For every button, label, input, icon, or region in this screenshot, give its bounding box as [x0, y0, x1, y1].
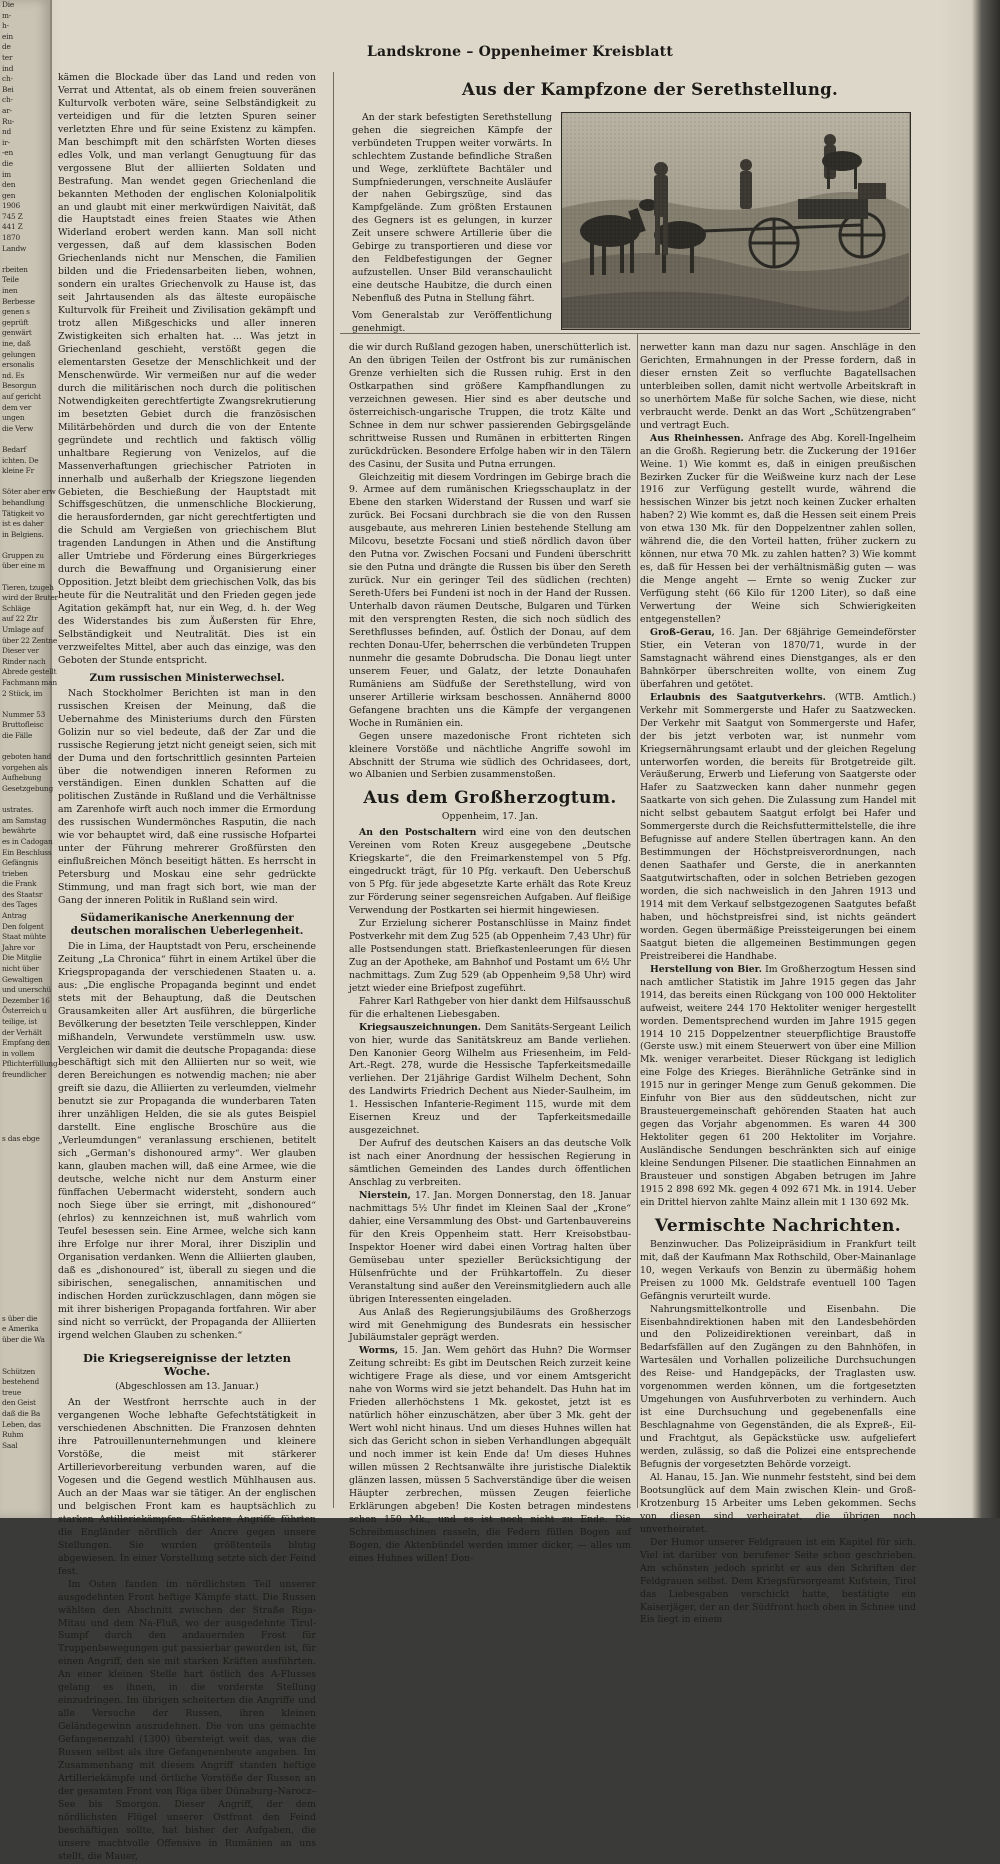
- headline-war-events: Die Kriegsereignisse der letzten Woche.: [83, 1351, 291, 1379]
- fold-strip-line: ein: [2, 31, 13, 41]
- fold-strip-line: Die Mitglie: [2, 953, 42, 963]
- fold-strip-line: de: [2, 42, 11, 52]
- fold-strip-line: [0, 1483, 50, 1494]
- fold-strip-line: ustrates.: [2, 805, 34, 815]
- fold-strip-line: ar-: [2, 105, 12, 115]
- fold-strip-line: Antrag: [2, 911, 27, 921]
- photo-illustration: [562, 113, 909, 328]
- fold-strip-line: Pflichterfüllung: [2, 1059, 58, 1069]
- article-column-left: [58, 72, 316, 1862]
- fold-strip-line: die: [2, 158, 13, 168]
- feature-caption: [352, 112, 552, 334]
- fold-strip-line: in vollem: [2, 1048, 35, 1058]
- fold-strip-line: Den folgent: [2, 921, 44, 931]
- fold-strip-line: Gewaltigen: [2, 974, 43, 984]
- fold-strip-line: Saal: [2, 1440, 18, 1450]
- fold-strip-line: [0, 477, 50, 488]
- fold-strip-line: [0, 434, 50, 445]
- worms-continued-text: nerwetter kann man dazu nur sagen. Anschläge in den Gerichten, Ermahnungen in der Presse fordern, daß in dieser ernsten Zeit so verfluchte Bagatellsachen unterbleiben sollen, damit nicht wertvolle Arbeitskraft in so unerhörtem Maße für solche Sachen, wie diese, nicht verbraucht werde. Denkt an das Wort „Schützengraben“ und vertragt Euch.: [640, 342, 916, 431]
- fold-strip-line: [0, 1261, 50, 1272]
- column-rule: [637, 334, 638, 1508]
- food-control-text: Nahrungsmittelkontrolle und Eisenbahn. Die Eisenbahndirektionen haben mit den Landesbehörden und den Polizeidirektionen vereinbart, daß in Bedarfsfällen auf den Zugängen zu den Bahnhöfen, in Wartesälen und Vorhallen polizeiliche Durchsuchungen des Reise- und Handgepäcks, der Traglasten usw. vorgenommen werden können, um die fortgesetzten Umgehungen von Ausfuhrverboten zu verhindern. Auch ist eine Durchsuchung und gegebenenfalls eine Beschlagnahme von Gegenständen, die als Expreß-, Eil- und Frachtgut, als Gepäckstücke usw. aufgeliefert werden, zulässig, so daß die Polizei eine entsprechende Befugnis der vorgesetzten Behörde vorzeigt.: [640, 1303, 916, 1471]
- fold-strip-line: im: [2, 169, 11, 179]
- column-rule: [333, 72, 334, 1508]
- hanau-boat-accident-text: Al. Hanau, 15. Jan. Wie nunmehr feststeht, sind bei dem Bootsunglück auf dem Main zwischen Klein- und Groß-Krotzenburg 15 Arbeiter ums Leben gekommen. Sechs von diesen sind verheiratet, die übrigen noch unverheiratet.: [640, 1471, 916, 1535]
- fold-strip-line: gen: [2, 190, 16, 200]
- fold-strip-line: Österreich u: [2, 1006, 47, 1016]
- fold-strip-line: [0, 1102, 50, 1113]
- fold-strip-line: auf gericht: [2, 391, 41, 401]
- fold-strip-line: [0, 1229, 50, 1240]
- fold-strip-line: ch-: [2, 74, 13, 84]
- fold-strip-line: h-: [2, 21, 9, 31]
- fold-strip-line: [0, 795, 50, 806]
- article-column-middle: [349, 342, 631, 1564]
- fold-strip-line: [0, 1451, 50, 1462]
- fold-strip-line: Ein Beschluss: [2, 847, 52, 857]
- gross-gerau-lead: Groß-Gerau,: [650, 626, 715, 638]
- headline-miscellaneous-news: Vermischte Nachrichten.: [654, 1215, 902, 1236]
- fold-strip-line: des Staatsr: [2, 889, 43, 899]
- fold-strip-line: [0, 1112, 50, 1123]
- fold-strip-line: [0, 1473, 50, 1484]
- fold-strip-line: Schützen: [2, 1366, 36, 1376]
- fold-strip-line: [0, 254, 50, 265]
- petrol-profiteering-text: Benzinwucher. Das Polizeipräsidium in Frankfurt teilt mit, daß der Kaufmann Max Rothschild, Ober-Mainanlage 10, wegen Verkaufs von Benzin zu übermäßig hohem Preisen zu 1000 Mk. Geldstrafe eventuell 100 Tagen Gefängnis verurteilt wurde.: [640, 1238, 916, 1302]
- fold-strip-line: Gefängnis: [2, 858, 39, 868]
- article-column-right: [640, 342, 916, 1626]
- worms-text: 15. Jan. Wem gehört das Huhn? Die Wormser Zeitung schreibt: Es gibt im Deutschen Reich zurzeit keine wichtigere Frage als diese, und vor einem Amtsgericht nahe von Worms wird sie jetzt behandelt. Das Huhn hat im Frieden allerhöchstens 1 Mk. gekostet, jetzt ist es natürlich höher einzuschätzen, aber über 3 Mk. geht der Wert wohl nicht hinaus. Und um dieses Huhnes willen hat sich das Gericht schon in sieben Verhandlungen abgequält und noch immer ist kein Ende da! Um dieses Huhnes willen müssen 2 Rechtsanwälte ihre juristische Dialektik glänzen lassen, müssen 5 Sachverständige über die weisen Häupter zerbrechen, müssen Zeugen feierliche Erklärungen abgeben! Die Kosten betragen mindestens schon 150 Mk., und es ist noch nicht zu Ende. Die Schreibmaschinen rasseln, die Federn füllen Bogen auf Bogen, die Aktenbündel werden immer dicker, — alles um eines Huhnes willen! Don-: [349, 1345, 631, 1564]
- fold-strip-line: [0, 699, 50, 710]
- howitzer-photograph: [561, 112, 911, 330]
- fold-strip-line: [0, 1187, 50, 1198]
- war-events-continued-text: die wir durch Rußland gezogen haben, unerschütterlich ist. An den übrigen Teilen der Ostfront bis zur rumänischen Grenze verhielten sich die Russen ruhig. Erst in den Ostkarpathen sind größere Kampfhandlungen zu verzeichnen gewesen. Hier sind es aber deutsche und österreichisch-ungarische Truppen, die trotz Kälte und Schnee in dem nur schwer passierenden Gebirgsgelände schrittweise Russen und Rumänen in erbitterten Ringen zurückdrücken. Besondere Erfolge haben wir in den Tälern des Casinu, der Susita und Putna errungen.: [349, 342, 631, 470]
- fold-strip-line: über die Wa: [2, 1334, 45, 1344]
- fold-strip-line: inen: [2, 286, 18, 296]
- fold-strip-line: bestehend: [2, 1377, 40, 1387]
- fold-strip-line: 1870: [2, 233, 21, 243]
- rheinhessen-text: Anfrage des Abg. Korell-Ingelheim an die Großh. Regierung betr. die Zuckerung der 1916er Weine. 1) Wie kommt es, daß in einigen preußischen Bezirken Zucker für die Weißweine kurz nach der Lese 1916 zur Verfügung gestellt wurde, während die hessischen Winzer bis jetzt noch keinen Zucker erhalten haben? 2) Wie kommt es, daß die Hessen seit einem Preis von etwa 130 Mk. für den Doppelzentner zahlen sollen, während die, die den Vorteil hatten, früher zuckern zu können, nur etwa 70 Mk. zu zahlen hatten? 3) Wie kommt es, daß für Hessen bei der verhältnismäßig guten — was die Menge angeht — Ernte so wenig Zucker zur Verfügung steht (66 Kilo für 1200 Liter), so daß eine Verwertung der Weine sich Schwierigkeiten entgegenstellen?: [640, 432, 916, 626]
- fold-strip-line: Jahre vor: [2, 942, 35, 952]
- russian-ministry-text: Nach Stockholmer Berichten ist man in den russischen Kreisen der Meinung, daß die Uebernahme des Ministeriums durch den Fürsten Golizin nur so viel bedeute, daß der Zar und die russische Regierung jetzt nicht geneigt seien, sich mit der Duma und den fortschrittlich gesinnten Parteien über die notwendigen inneren Reformen zu verständigen. Einen dunklen Schatten auf die politischen Zustände in Rußland und die Verhältnisse am Zarenhofe wirft auch noch immer die Ermordung des russischen Wundermönches Rasputin, die nach wie vor behauptet wird, daß eine russische Hofpartei unter der Führung mehrerer Großfürsten den einflußreichen Mönch beseitigt hätten. Es herrscht in Petersburg und Moskau eine sehr gedrückte Stimmung, und man fragt sich bort, wie man der Gang der inneren Politik in Rußland sein wird.: [58, 687, 316, 907]
- fold-strip-line: über eine m: [2, 561, 45, 571]
- fold-strip-line: wird der Bruter: [2, 593, 58, 603]
- fold-strip-line: den: [2, 180, 16, 190]
- fold-strip-line: die Verw: [2, 423, 34, 433]
- fold-strip-line: [0, 1123, 50, 1134]
- nierstein-lead: Nierstein,: [359, 1190, 411, 1201]
- fold-strip-line: die Frank: [2, 879, 37, 889]
- romania-front-text: Gleichzeitig mit diesem Vordringen im Gebirge brach die 9. Armee auf dem rumänischen Kriegsschauplatz in der Ebene den starken Widerstand der Russen und warf sie zurück. Bei Focsani durchbrach sie die von den Russen ausgebaute, aus mehreren Linien bestehende Stellung am Milcovu, besetzte Focsani und stieß nördlich davon über den Putna vor. Zwischen Focsani und Fundeni überschritt sie den Putna und drängte die Russen bis über den Sereth zurück. Nur ein geringer Teil des südlichen (rechten) Sereth-Ufers bei Fundeni ist noch in der Hand der Russen. Unterhalb davon räumen Deutsche, Bulgaren und Türken mit den versprengten Resten, die sich noch südlich des Serethflusses befinden, auf. Östlich der Donau, auf dem rechten Donau-Ufer, beherrschen die verbündeten Truppen nunmehr die gesamte Dobrudscha. Die Donau liegt unter unserem Feuer, und Galatz, der letzte Donauhafen Rumäniens am Südfuße der Serethstellung, wird von unserer Artillerie wirksam beschossen. Annähernd 8000 Gefangene brachten uns die Kämpfe der vergangenen Woche in Rumänien ein.: [349, 471, 631, 729]
- fold-strip-line: Abrede gestellt: [2, 667, 57, 677]
- feature-credit: Vom Generalstab zur Veröffentlichung genehmigt.: [352, 309, 552, 334]
- fold-strip-line: genwärt: [2, 328, 32, 338]
- seed-trade-lead: Erlaubnis des Saatgutverkehrs.: [650, 691, 826, 703]
- fold-strip-line: [0, 1165, 50, 1176]
- fold-strip-line: ir-: [2, 137, 10, 147]
- fold-strip-line: [0, 1218, 50, 1229]
- nierstein-text: 17. Jan. Morgen Donnerstag, den 18. Januar nachmittags 5½ Uhr findet im Kleinen Saal der „Krone“ dahier, eine Versammlung des Obst- und Gartenbauvereins für den Kreis Oppenheim statt. Herr Kreisobstbau-Inspektor Hoener wird dabei einen Vortrag halten über Gemüsebau unter spezieller Berücksichtigung der Hülsenfrüchte und der Frühkartoffeln. Zu dieser Veranstaltung sind außer den Vereinsmitgliedern auch alle übrigen Interessenten eingeladen.: [349, 1190, 631, 1305]
- fold-strip-line: des Tages: [2, 900, 38, 910]
- fold-strip-line: [0, 1208, 50, 1219]
- fold-strip-line: und unerschü: [2, 985, 52, 995]
- fold-strip-line: geboten hand: [2, 752, 51, 762]
- fold-strip-line: Ru-: [2, 116, 15, 126]
- fold-strip-line: Besorgun: [2, 381, 37, 391]
- fold-strip-line: bewährte: [2, 826, 36, 836]
- fold-strip-line: in Belgiens.: [2, 529, 44, 539]
- fold-strip-line: gelungen: [2, 349, 36, 359]
- fold-strip-line: ichten. De: [2, 455, 39, 465]
- fold-strip-line: [0, 1462, 50, 1473]
- headline-grand-duchy: Aus dem Großherzogtum.: [363, 788, 617, 809]
- driver-thanks-text: Fahrer Karl Rathgeber von hier dankt dem Hilfsausschuß für die erhaltenen Liebesgaben.: [349, 995, 631, 1020]
- fold-strip-line: [0, 1292, 50, 1303]
- fold-strip-line: Tätigkeit vo: [2, 508, 44, 518]
- fold-strip-line: [0, 1081, 50, 1092]
- fold-strip-line: Leben, das: [2, 1419, 41, 1429]
- fold-strip-line: Schläge: [2, 603, 31, 613]
- gross-gerau-text: 16. Jan. Der 68jährige Gemeindeförster Stier, ein Veteran von 1870/71, wurde in der Samstagnacht während eines Dienstganges, als er den Bahnkörper überschreiten wollte, von einem Zug überfahren und getötet.: [640, 626, 916, 690]
- fold-strip-line: Bedarf: [2, 444, 27, 454]
- fold-strip-line: Aufhebung: [2, 773, 42, 783]
- fold-strip-line: ine, daß: [2, 339, 31, 348]
- fold-strip-line: Nummer 53: [2, 709, 46, 719]
- fold-strip-line: ind: [2, 63, 14, 73]
- postal-counter-text: wird eine von den deutschen Vereinen vom Roten Kreuz ausgegebene „Deutsche Kriegskarte“, die den Freimarkenstempel von 5 Pfg. eingedruckt trägt, für 10 Pfg. verkauft. Den Ueberschuß von 5 Pfg. für jede abgesetzte Karte erhält das Rote Kreuz zur Förderung seiner segensreichen Aufgaben. Auf fleißige Verwendung der Postkarten sei hiermit hingewiesen.: [349, 827, 631, 917]
- beer-production-text: Im Großherzogtum Hessen sind nach amtlicher Statistik im Jahre 1915 gegen das Jahr 1914, das bereits einen Rückgang von 100 000 Hektoliter aufweist, weitere 244 170 Hektoliter weniger hergestellt worden. Dementsprechend wurden im Jahre 1915 gegen 1914 10 215 Doppelzentner steuerpflichtige Braustoffe (Gerste usw.) mit einem Steuerwert von über eine Million Mk. weniger verarbeitet. Dieser Rückgang ist lediglich eine Folge des Krieges. Bierähnliche Getränke sind in 1915 nur in geringer Menge zum Genuß gekommen. Die Einfuhr von Bier aus den süddeutschen, nicht zur Brausteuergemeinschaft gehörenden Staaten hat auch gegen das Vorjahr abgenommen. Es waren 44 300 Hektoliter gegen 61 200 Hektoliter im Vorjahre. Ausländische Sendungen beschränkten sich auf einige kleine Sendungen Pilsener. Die staatlichen Einnahmen an Brausteuer und sonstigen Abgaben betrugen im Jahre 1915 2 898 692 Mk. gegen 4 092 671 Mk. in 1914. Ueber ein Drittel hiervon zahlte Mainz allein mit 1 130 692 Mk.: [640, 963, 916, 1208]
- macedonia-front-text: Gegen unsere mazedonische Front richteten sich kleinere Vorstöße und nächtliche Angriffe sowohl im Abschnitt der Struma wie südlich des Ochridasees, dort, wo Albanien und Serbien zusammenstoßen.: [349, 730, 631, 781]
- headline-south-america: Südamerikanische Anerkennung der deutschen moralischen Ueberlegenheit.: [70, 912, 304, 937]
- war-events-subtitle: (Abgeschlossen am 13. Januar.): [115, 1382, 259, 1393]
- fold-strip-line: am Samstag: [2, 815, 47, 825]
- fold-strip-line: nicht über: [2, 964, 39, 974]
- fold-strip-line: Söter aber erw: [2, 487, 56, 497]
- fold-strip-line: kleine Fr: [2, 466, 34, 476]
- fold-strip-line: rbeiten: [2, 264, 28, 274]
- war-events-east-text: Im Osten fanden im nördlichsten Teil unserer ausgedehnten Front heftige Kämpfe statt. Die Russen wählten den Abschnitt zwischen der Straße Riga-Mitau und dem Na-Fluß, wo der ausgedehnte Tirul-Sumpf durch den andauernden Frost für Truppenbewegungen gut passierbar geworden ist, für einen Angriff, den sie mit starken Kräften ausführten. An einer kleinen Stelle hart östlich des A-Flusses gelang es ihnen, in die vorderste Stellung einzudringen. Im übrigen scheiterten die Angriffe und alle Versuche der Russen, ihren kleinen Geländegewinn auszudehnen. Die von uns gemachte Gefangenenzahl (1300) übersteigt weit das, was die Russen selbst als ihre Gefangenenbeute angeben. Im Zusammenhang mit diesem Angriff standen heftige Artilleriekämpfe und örtliche Vorstöße der Russen an der gesamten Front von Riga über Dünaburg–Narocz–See bis Smorgon. Dieser Angriff, der dem nördlichsten Flügel unserer Ostfront den Feind beschäftigen sollte, hat bisher der Aufgaben, die unsere machtvolle Offensive in Rumänien an uns stellt, die Mauer,: [58, 1578, 316, 1862]
- fold-strip-line: [0, 572, 50, 583]
- fold-strip-line: Die: [2, 0, 15, 9]
- fold-strip-line: Gesetzgebung: [2, 783, 53, 793]
- fold-strip-line: Gruppen zu: [2, 550, 44, 560]
- feature-caption-text: An der stark befestigten Serethstellung gehen die siegreichen Kämpfe der verbündeten Truppen weiter vorwärts. In schlechtem Zustande befindliche Straßen und Wege, zerklüftete Bachtäler und Sumpfniederungen, verschneite Ausläufer der nahen Gebirgszüge, sind das Kampfgelände. Zum größten Erstaunen des Gegners ist es gelungen, in kurzer Zeit unsere schwere Artillerie über die Gebirge zu transportieren und diese vor den Feldbefestigungen der Gegner aufzustellen. Unser Bild veranschaulicht eine deutsche Haubitze, die durch einen Nebenfluß des Putna in Stellung fährt.: [352, 112, 552, 304]
- fold-strip-line: 745 Z: [2, 211, 23, 221]
- fold-strip-line: freundlicher: [2, 1069, 47, 1079]
- fold-strip-line: -en: [2, 148, 14, 158]
- fold-strip-line: Bruttofleisc: [2, 720, 44, 730]
- fold-strip-line: der Verhält: [2, 1027, 42, 1037]
- fold-strip-line: [0, 540, 50, 551]
- feature-headline: Aus der Kampfzone der Serethstellung.: [461, 80, 839, 99]
- fold-strip-line: teilige, ist: [2, 1017, 37, 1026]
- fold-strip-line: [0, 1271, 50, 1282]
- fold-strip-line: Ruhm: [2, 1430, 24, 1440]
- fold-strip-line: dem ver: [2, 402, 32, 412]
- fold-strip-line: [0, 1282, 50, 1293]
- fold-strip-line: 441 Z: [2, 222, 23, 232]
- fold-strip-line: [0, 742, 50, 753]
- fold-strip-line: Landw: [2, 243, 27, 253]
- fold-strip-line: [0, 1197, 50, 1208]
- fold-strip-line: s über die: [2, 1313, 38, 1323]
- fold-strip-line: nd. Es: [2, 370, 25, 380]
- fold-strip-line: [0, 1239, 50, 1250]
- fold-strip-line: Empfang den: [2, 1038, 50, 1048]
- headline-russian-ministry: Zum russischen Ministerwechsel.: [89, 671, 285, 684]
- fold-strip-line: nd: [2, 127, 12, 137]
- fold-strip-line: [0, 1091, 50, 1102]
- soldier-humor-text: Der Humor unserer Feldgrauen ist ein Kapitel für sich. Viel ist darüber von berufener Seite schon geschrieben. Am schönsten jedoch spricht er aus den Schriften der Feldgrauen selbst. Dem Kriegsfürsorgeamt Kufstein, Tirol das Liebesgaben verschickt hatte, bestätigte ein Kaiserjäger, der an der Südfront hoch oben in Schnee und Eis liegt in einem: [640, 1536, 916, 1626]
- kaiser-appeal-text: Der Aufruf des deutschen Kaisers an das deutsche Volk ist nach einer Anordnung der hessischen Regierung in sämtlichen Gemeinden des Landes durch öffentlichen Anschlag zu verbreiten.: [349, 1138, 631, 1189]
- fold-strip-line: Fachmann man: [2, 678, 57, 687]
- greece-article-text: kämen die Blockade über das Land und reden von Verrat und Attentat, als ob einem freien souveränen Kulturvolk verboten wäre, seine Selbständigkeit zu verteidigen und für die letzten Spuren seiner verletzten Ehre und für seine Existenz zu kämpfen. Man beschimpft mit den schärfsten Worten dieses edles Volk, und man verlangt Genugtuung für das vergossene Blut der alliierten Soldaten und Bestrafung. Man wendet gegen Griechenland die bekannten Methoden der englischen Kolonialpolitik an und glaubt mit einer merkwürdigen Naivität, daß die Hauptstadt eines freien Staates wie Athen Widerland erobert werden kann. Man soll nicht vergessen, daß auf dem klassischen Boden Griechenlands nicht nur Menschen, die Familien bilden und die Friedensarbeiten lieben, wohnen, sondern ein uraltes Griechenvolk zu Hause ist, das seit Jahrtausenden als das älteste europäische Kulturvolk für Freiheit und Zivilisation gekämpft und trotz allen Mißgeschicks und aller inneren Zwistigkeiten sich erhalten hat. ... Was jetzt in Griechenland geschieht, verstößt gegen die elementarsten Gesetze der Menschlichkeit und der Menschenwürde. Wir vermeißen nur auf die weder durch die militärischen noch durch die politischen Notwendigkeiten gerechtfertigte Zwangsrekrutierung im besetzten Gebiet durch die französischen Militärbehörden und durch die von der Entente gegründete und rechtlich und faktisch völlig unhaltbare Regierung von Venizelos, auf die Massenverhaftungen griechischer Patrioten in innerhalb und außerhalb der Kriegszone liegenden Gebieten, die Beschießung der Hauptstadt mit Schiffsgeschützen, die unmenschliche Blockierung, die herausfordernden, gar nicht gerechtfertigten und die Schuld am Vergießen von griechischem Blut tragenden Landungen in Athen und die Anstiftung aller Umtriebe und Förderung eines Bürgerkrieges durch die Bewaffnung und Organisierung einer Opposition. Jetzt bleibt dem griechischen Volk, das bis heute für die Neutralität und den Frieden gegen jede Agitation gekämpft hat, nur ein Weg, d. h. der Weg des Widerstandes bis zum Äußersten für Ehre, Selbständigkeit und Neutralität. Dies ist ein verzweifeltes Mittel, aber auch das einzige, was den Geboten der Stunde entspricht.: [58, 72, 316, 666]
- fold-strip-line: 1906: [2, 201, 21, 211]
- war-decorations-text: Dem Sanitäts-Sergeant Leilich von hier, wurde das Sanitätskreuz am Bande verliehen. Den Kanonier Georg Wilhelm aus Friesenheim, im Feld-Art.-Regt. 278, wurde die Hessische Tapferkeitsmedaille verliehen. Der 21jährige Gardist Wilhelm Dechent, Sohn des Landwirts Friedrich Dechent aus Nieder-Saulheim, im 1. Hessischen Infanterie-Regiment 115, wurde mit dem Eisernen Kreuz und der Tapferkeitsmedaille ausgezeichnet.: [349, 1021, 631, 1137]
- fold-strip-line: Berbesse: [2, 296, 35, 306]
- fold-strip-line: ch-: [2, 95, 13, 105]
- fold-strip-line: 2 Stück, im: [2, 688, 43, 698]
- page-header-title: Landskrone – Oppenheimer Kreisblatt: [366, 44, 673, 60]
- fold-strip-line: ungen: [2, 413, 25, 423]
- rheinhessen-lead: Aus Rheinhessen.: [650, 432, 744, 444]
- fold-strip-line: treue: [2, 1387, 22, 1397]
- fold-strip-line: e Amerika: [2, 1324, 39, 1334]
- fold-strip-line: geprüft: [2, 317, 29, 327]
- fold-strip-line: [0, 1155, 50, 1166]
- fold-strip-line: Staat mühte: [2, 932, 46, 942]
- fold-strip-line: Teile: [2, 275, 19, 285]
- binding-edge: [972, 0, 1000, 1518]
- fold-strip-line: behandlung: [2, 497, 45, 507]
- previous-page-fold-strip: [0, 0, 58, 1518]
- postal-counter-lead: An den Postschaltern: [359, 827, 477, 839]
- war-events-west-text: An der Westfront herrschte auch in der vergangenen Woche lebhafte Gefechtstätigkeit in verschiedenen Abschnitten. Die Franzosen dehnten ihre Patrouillenunternehmungen und kleinere Vorstöße, die meist mit stärkerer Artillerievorbereitung verbunden waren, auf die Vogesen und die Gegend westlich Mühlhausen aus. Auch an der Maas war sie tätiger. An der englischen und belgischen Front kam es hauptsächlich zu starken Artilleriekämpfen. Stärkere Angriffe führten die Engländer nördlich der Ancre gegen unsere Stellungen. Sie wurden größtenteils blutig abgewiesen. In einer Vorstellung setzte sich der Feind fest.: [58, 1397, 316, 1577]
- fold-strip-line: es in Cadogan: [2, 836, 53, 846]
- fold-strip-line: die Fälle: [2, 730, 33, 740]
- fold-strip-line: [0, 1176, 50, 1187]
- fold-strip-line: ist es daher: [2, 519, 44, 529]
- fold-strip-line: Dieser ver: [2, 646, 39, 656]
- fold-strip-line: auf 22 Ztr: [2, 614, 38, 624]
- beer-production-lead: Herstellung von Bier.: [650, 963, 762, 975]
- dateline-oppenheim: Oppenheim, 17. Jan.: [441, 811, 539, 823]
- jubilee-thaler-text: Aus Anlaß des Regierungsjubiläums des Großherzogs wird mit Genehmigung des Bundesrats ein hessischer Jubiläumstaler geprägt werden.: [349, 1306, 631, 1344]
- fold-strip-line: genen s: [2, 307, 30, 317]
- fold-strip-line: [0, 1303, 50, 1314]
- fold-strip-line: [0, 1345, 50, 1356]
- fold-strip-line: s das ebge: [2, 1133, 40, 1143]
- fold-strip-line: [0, 1356, 50, 1367]
- fold-strip-line: [0, 1494, 50, 1505]
- fold-strip-line: m-: [2, 10, 12, 20]
- fold-strip-line: daß die Ba: [2, 1408, 41, 1418]
- fold-strip-line: Dezember 16: [2, 995, 50, 1005]
- fold-strip-line: vorgehen als: [2, 762, 48, 772]
- fold-strip-line: den Geist: [2, 1398, 36, 1408]
- fold-strip-line: Rinder nach: [2, 656, 46, 666]
- south-america-text: Die in Lima, der Hauptstadt von Peru, erscheinende Zeitung „La Chronica“ führt in einem Artikel über die Kriegspropaganda der verschiedenen Staaten u. a. aus: „Die englische Propaganda beginnt und endet stets mit der Behauptung, daß die Deutschen Grausamkeiten aller Art ausführen, die bürgerliche Bevölkerung der besetzten Teile verschleppen, Kinder mißhandeln, Verwundete verstümmeln usw. usw. Vergleichen wir damit die deutsche Propaganda: diese beschäftigt sich mit den Alliierten nur so weit, wie deren Bereichungen es notwendig machen; nie aber greift sie dazu, die Alliierten zu verleumden, vielmehr benutzt sie zur Propaganda die wunderbaren Taten ihrer unzähligen Helden, die sie als gutes Beispiel darstellt. Eine englische Broschüre aus die „Verleumdungen“ veranlassung erschienen, betitelt sich „German's dishonoured army“. Wer glauben kann, glauben machen will, daß eine Armee, wie die deutsche, welche nicht nur dem Ansturm einer fünffachen Uebermacht widersteht, sondern auch noch Siege über sie erringt, mit „dishonoured“ (ehrlos) zu kennzeichnen ist, muß wahrlich vom Teufel besessen sein. Eine Armee, welche sich kann ihre Erfolge nur ihrer Moral, ihrer Disziplin und Organisation verdanken. Wenn die Alliierten glauben, daß es „dishonoured“ ist, überall zu siegen und die sibirischen, senegalischen, annamitischen und indischen Horden zurückzuschlagen, dann mögen sie mit ihrer bisherigen Propaganda fortfahren. Wir aber sind nicht so verrückt, der Propaganda der Alliierten irgend welchen Glauben zu schenken.“: [58, 940, 316, 1341]
- fold-strip-line: Umlage auf: [2, 625, 44, 635]
- postal-connection-text: Zur Erzielung sicherer Postanschlüsse in Mainz findet Postverkehr mit dem Zug 525 (ab Oppenheim 7,43 Uhr) für alle Postsendungen statt. Briefkastenleerungen für diesen Zug an der Apotheke, am Bahnhof und Postamt um 6½ Uhr nachmittags. Zum Zug 529 (ab Oppenheim 9,58 Uhr) wird jetzt wieder eine Briefpost zugeführt.: [349, 917, 631, 994]
- fold-strip-line: ersonalis: [2, 360, 35, 370]
- fold-strip-line: Tieren, tzugeh: [2, 582, 54, 592]
- war-decorations-lead: Kriegsauszeichnungen.: [359, 1021, 482, 1033]
- seed-trade-text: (WTB. Amtlich.) Verkehr mit Sommergerste und Hafer zu Saatzwecken. Der Verkehr mit Saatgut von Sommergerste und Hafer, der bis jetzt verboten war, ist nunmehr vom Kriegsernährungsamt erlaubt und der gleichen Regelung unterworfen worden, die bereits für Brotgetreide gilt. Veräußerung, Erwerb und Lieferung von Saatgerste oder Hafer zu Saatzwecken kann daher nunmehr gegen Saatkarte von sich gehen. Die Zulassung zum Handel mit nicht selbst gebautem Saatgut erfolgt bei Hafer und Sommergerste durch die Reichsfuttermittelstelle, die ihre Befugnisse auf andere Stellen übertragen kann. An den Bestimmungen der Höchstpreisverordnungen, nach denen Saathafer und Gerste, die in anerkannten Saatgutwirtschaften, oder in solchen Betrieben gezogen worden, die sich nachweislich in den Jahren 1913 und 1914 mit dem Verkauf selbstgezogenen Saatgutes befaßt haben, und höchstpreisfrei sind, ist nichts geändert worden. Gegen übermäßige Preissteigerungen bei einem Saatgut bieten die allgemeinen Bestimmungen gegen Preistreiberei die Handhabe.: [640, 691, 916, 962]
- worms-lead: Worms,: [359, 1345, 399, 1357]
- fold-strip-line: ter: [2, 52, 13, 62]
- fold-strip-line: Bei: [2, 84, 14, 94]
- fold-strip-line: [0, 1250, 50, 1261]
- fold-strip-line: trieben: [2, 868, 28, 878]
- fold-strip-line: über 22 Zentne: [2, 635, 58, 645]
- fold-strip-line: [0, 1144, 50, 1155]
